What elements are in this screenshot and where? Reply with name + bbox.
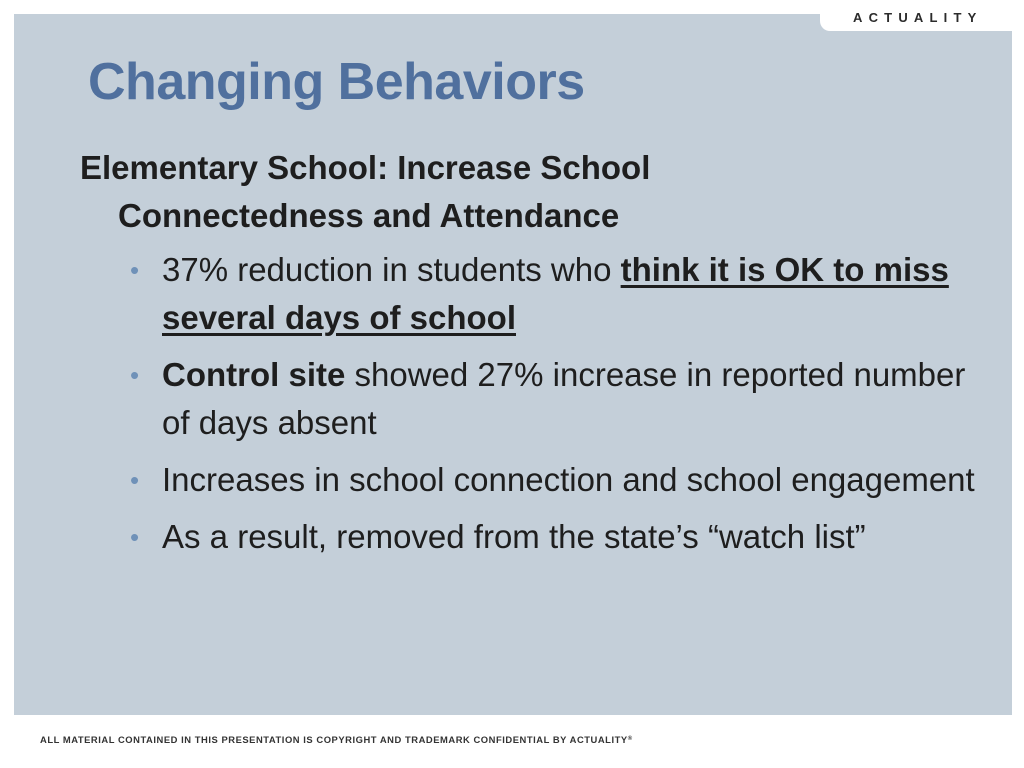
copyright-footer — [40, 734, 633, 745]
bullet-text: Increases in school connection and school engagement — [162, 461, 975, 498]
bullet-emphasis: Control site — [162, 356, 346, 393]
bullet-item-control-site — [80, 351, 980, 447]
copyright-text: ALL MATERIAL CONTAINED IN THIS PRESENTATION IS COPYRIGHT AND TRADEMARK CONFIDENTIAL BY ACTUALITY — [40, 734, 628, 745]
bullet-text: As a result, removed from the state’s “watch list” — [162, 518, 866, 555]
bullet-dot-icon: • — [130, 465, 140, 495]
bullet-dot-icon: • — [130, 255, 140, 285]
slide-title: Changing Behaviors — [88, 53, 585, 111]
bullet-item-engagement — [80, 456, 980, 504]
bullet-item-reduction — [80, 246, 980, 342]
bullet-text: 37% reduction in students who — [162, 251, 621, 288]
bullet-text: showed 27% increase in reported number of days absent — [162, 356, 966, 441]
slide-content — [80, 144, 980, 570]
actuality-logo: ACTUALITY — [853, 10, 983, 25]
bullet-emphasis: think it is OK to miss several days of school — [162, 251, 949, 336]
bullet-dot-icon: • — [130, 522, 140, 552]
section-heading: Elementary School: Increase School Connectedness and Attendance — [80, 149, 651, 234]
bullet-list — [80, 246, 980, 561]
registered-mark: ® — [627, 736, 633, 742]
bullet-dot-icon: • — [130, 360, 140, 390]
bullet-item-watch-list — [80, 513, 980, 561]
